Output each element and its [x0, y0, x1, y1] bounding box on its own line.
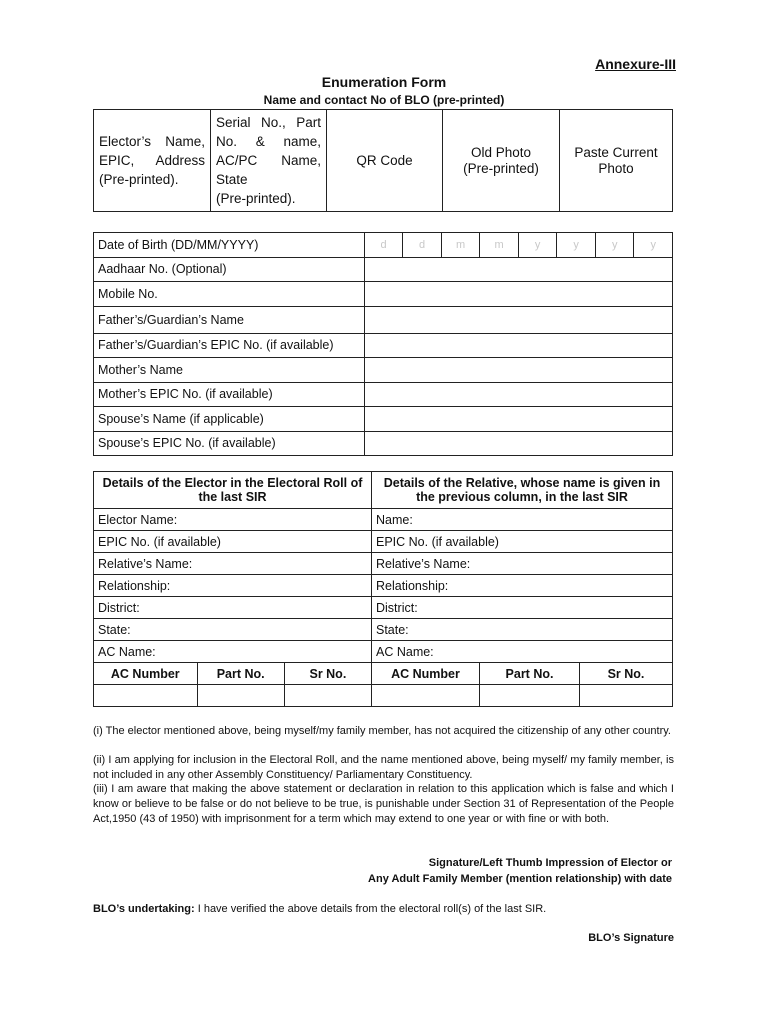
- elector-sir-header: Details of the Elector in the Electoral Roll of the last SIR: [94, 472, 372, 509]
- relative-ac-name-field[interactable]: AC Name:: [372, 641, 673, 663]
- blo-undertaking-text: I have verified the above details from the electoral roll(s) of the last SIR.: [194, 903, 547, 915]
- aadhaar-field[interactable]: [364, 257, 672, 282]
- relative-part-no-header: Part No.: [480, 663, 580, 685]
- spouse-name-field[interactable]: [364, 407, 672, 432]
- mother-epic-label: Mother’s EPIC No. (if available): [94, 382, 365, 407]
- relative-sir-header: Details of the Relative, whose name is given in the previous column, in the last SIR: [372, 472, 673, 509]
- blo-undertaking-label: BLO’s undertaking:: [93, 903, 195, 915]
- table-row: [94, 553, 673, 575]
- serial-details-line: AC/PC Name,: [216, 153, 321, 168]
- signature-label-line1: Signature/Left Thumb Impression of Elector or: [428, 857, 672, 869]
- current-photo-label: Photo: [598, 160, 634, 176]
- qr-code-label: QR Code: [356, 152, 413, 168]
- serial-details-cell: [211, 110, 327, 212]
- dob-year-field[interactable]: y: [595, 233, 634, 258]
- blo-signature-label: BLO’s Signature: [588, 932, 674, 944]
- declaration-inclusion: (ii) I am applying for inclusion in the Electoral Roll, and the name mentioned above, being myself/ my family member, is not included in any other Assembly Constituency/ Parliamentary Constituency.: [93, 754, 674, 781]
- elector-ac-name-field[interactable]: AC Name:: [94, 641, 372, 663]
- qr-code-cell: [327, 110, 443, 212]
- serial-details-line: No. & name,: [216, 134, 321, 149]
- table-row: [94, 619, 673, 641]
- elector-sr-no-field[interactable]: [284, 685, 371, 707]
- declaration-citizenship: (i) The elector mentioned above, being myself/my family member, has not acquired the citizenship of any other country.: [93, 725, 671, 737]
- elector-details-line: EPIC, Address: [99, 153, 205, 168]
- dob-year-field[interactable]: y: [557, 233, 596, 258]
- old-photo-label: Old Photo: [470, 144, 532, 160]
- declaration-penalty: (iii) I am aware that making the above statement or declaration in relation to this application which is false and which I know or believe to be false or do not believe to be true, is punishable under Section 31 of Representation of the People Act,1950 (43 of 1950) with imprisonment for a term which may extend to one year or with fine or with both.: [93, 783, 674, 825]
- relative-state-field[interactable]: State:: [372, 619, 673, 641]
- table-row: [94, 641, 673, 663]
- old-photo-cell: [443, 110, 560, 212]
- serial-details-line: State: [216, 172, 248, 187]
- form-subtitle: Name and contact No of BLO (pre-printed): [263, 93, 505, 107]
- blo-undertaking: [93, 903, 693, 915]
- elector-ac-number-header: AC Number: [94, 663, 198, 685]
- mother-name-field[interactable]: [364, 358, 672, 383]
- serial-details-line: Serial No., Part: [216, 115, 321, 130]
- elector-ac-number-field[interactable]: [94, 685, 198, 707]
- table-row: [94, 575, 673, 597]
- elector-details-line: (Pre-printed).: [99, 172, 179, 187]
- serial-details-line: (Pre-printed).: [216, 191, 296, 206]
- father-epic-row: [94, 333, 673, 358]
- father-name-field[interactable]: [364, 306, 672, 333]
- relative-relative-name-field[interactable]: Relative’s Name:: [372, 553, 673, 575]
- dob-row: [94, 233, 673, 258]
- relative-name-field[interactable]: Name:: [372, 509, 673, 531]
- aadhaar-label: Aadhaar No. (Optional): [94, 257, 365, 282]
- personal-info-table: [93, 232, 673, 456]
- elector-district-field[interactable]: District:: [94, 597, 372, 619]
- father-epic-label: Father’s/Guardian’s EPIC No. (if available): [94, 333, 365, 358]
- relative-part-no-field[interactable]: [480, 685, 580, 707]
- table-row: [94, 597, 673, 619]
- dob-year-field[interactable]: y: [634, 233, 673, 258]
- dob-year-field[interactable]: y: [518, 233, 557, 258]
- mother-epic-row: [94, 382, 673, 407]
- dob-label: Date of Birth (DD/MM/YYYY): [94, 233, 365, 258]
- relative-district-field[interactable]: District:: [372, 597, 673, 619]
- sir-details-table: [93, 471, 673, 707]
- mother-name-label: Mother’s Name: [94, 358, 365, 383]
- aadhaar-row: [94, 257, 673, 282]
- old-photo-label: (Pre-printed): [463, 160, 539, 176]
- relative-sr-no-field[interactable]: [580, 685, 673, 707]
- mother-name-row: [94, 358, 673, 383]
- header-table: [93, 109, 673, 212]
- relative-epic-field[interactable]: EPIC No. (if available): [372, 531, 673, 553]
- dob-day-field[interactable]: d: [403, 233, 442, 258]
- elector-part-no-field[interactable]: [197, 685, 284, 707]
- mobile-row: [94, 282, 673, 307]
- spouse-name-row: [94, 407, 673, 432]
- mobile-label: Mobile No.: [94, 282, 365, 307]
- relative-ac-number-header: AC Number: [372, 663, 480, 685]
- dob-month-field[interactable]: m: [480, 233, 519, 258]
- elector-sr-no-header: Sr No.: [284, 663, 371, 685]
- spouse-epic-label: Spouse’s EPIC No. (if available): [94, 431, 365, 456]
- dob-month-field[interactable]: m: [441, 233, 480, 258]
- current-photo-cell[interactable]: [560, 110, 673, 212]
- current-photo-label: Paste Current: [574, 144, 658, 160]
- dob-day-field[interactable]: d: [364, 233, 403, 258]
- spouse-epic-row: [94, 431, 673, 456]
- father-name-label: Father’s/Guardian’s Name: [94, 306, 365, 333]
- relative-ac-number-field[interactable]: [372, 685, 480, 707]
- elector-name-field[interactable]: Elector Name:: [94, 509, 372, 531]
- table-row: [94, 509, 673, 531]
- spouse-epic-field[interactable]: [364, 431, 672, 456]
- elector-relationship-field[interactable]: Relationship:: [94, 575, 372, 597]
- elector-epic-field[interactable]: EPIC No. (if available): [94, 531, 372, 553]
- father-name-row: [94, 306, 673, 333]
- table-row: [94, 531, 673, 553]
- form-title: Enumeration Form: [321, 74, 447, 90]
- mobile-field[interactable]: [364, 282, 672, 307]
- elector-details-line: Elector’s Name,: [99, 134, 205, 149]
- signature-label-line2: Any Adult Family Member (mention relationship) with date: [368, 873, 672, 885]
- elector-relative-name-field[interactable]: Relative’s Name:: [94, 553, 372, 575]
- father-epic-field[interactable]: [364, 333, 672, 358]
- elector-details-cell: [94, 110, 211, 212]
- elector-state-field[interactable]: State:: [94, 619, 372, 641]
- mother-epic-field[interactable]: [364, 382, 672, 407]
- annexure-label: Annexure-III: [595, 56, 676, 72]
- relative-relationship-field[interactable]: Relationship:: [372, 575, 673, 597]
- elector-part-no-header: Part No.: [197, 663, 284, 685]
- spouse-name-label: Spouse’s Name (if applicable): [94, 407, 365, 432]
- relative-sr-no-header: Sr No.: [580, 663, 673, 685]
